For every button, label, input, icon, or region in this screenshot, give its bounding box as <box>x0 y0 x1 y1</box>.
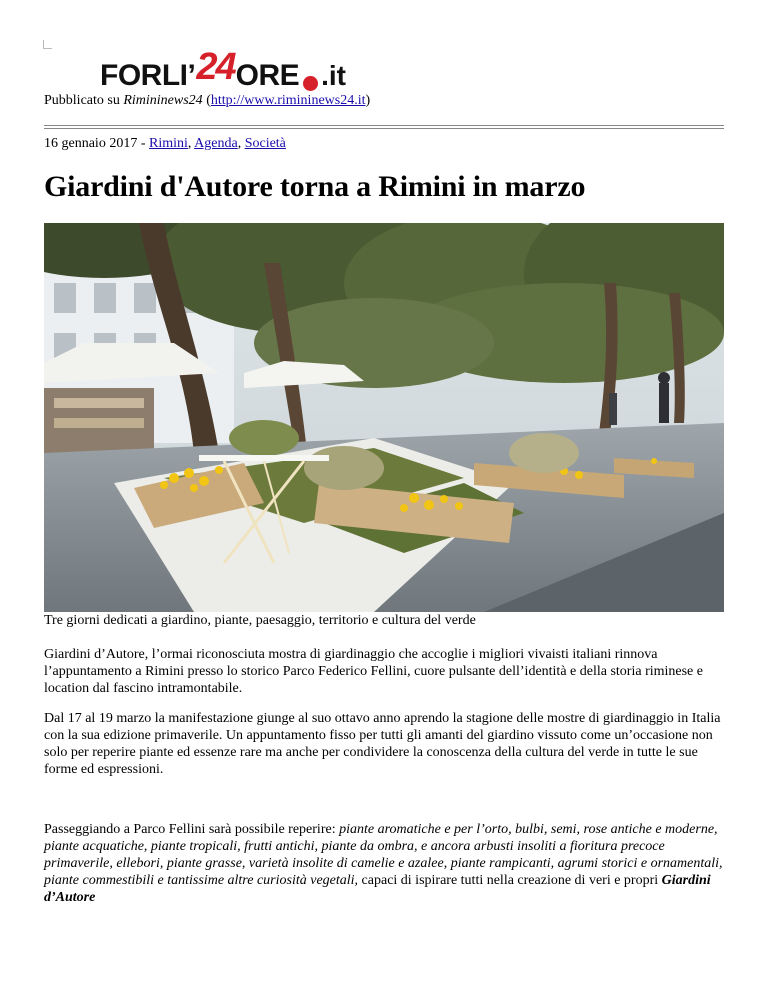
published-url-link[interactable]: http://www.rimininews24.it <box>210 93 366 108</box>
paragraph-3-lead: Passeggiando a Parco Fellini sarà possibile reperire: <box>44 822 340 837</box>
corner-mark <box>43 40 52 49</box>
paragraph-3-emphasis: Giardini d’Autore <box>44 873 711 905</box>
published-close: ) <box>365 93 371 108</box>
category-link-agenda[interactable]: Agenda <box>194 136 238 151</box>
article-paragraph-3 <box>44 821 734 906</box>
category-link-rimini[interactable]: Rimini <box>149 136 188 151</box>
logo-text-forli: FORLI’ <box>100 59 196 92</box>
photo-caption: Tre giorni dedicati a giardino, piante, paesaggio, territorio e cultura del verde <box>44 613 476 628</box>
published-open: ( <box>202 93 211 108</box>
meta-separator: - <box>137 136 149 151</box>
divider-top <box>44 125 724 126</box>
published-prefix: Pubblicato su <box>44 93 124 108</box>
divider-bottom <box>44 128 724 129</box>
logo-dot <box>303 76 318 91</box>
logo-text-tld: .it <box>321 60 347 91</box>
article-meta: 16 gennaio 2017 - Rimini, Agenda, Società <box>44 136 286 151</box>
paragraph-3-tail: capaci di ispirare tutti nella creazione di veri e propri <box>358 873 662 888</box>
published-site: Rimininews24 <box>123 93 203 108</box>
logo-text-ore: ORE <box>235 59 300 92</box>
article-date: 16 gennaio 2017 <box>44 136 138 151</box>
site-logo[interactable] <box>100 44 346 92</box>
category-link-societa[interactable]: Società <box>244 136 286 151</box>
logo-text-24: 24 <box>196 46 235 88</box>
article-paragraph-1: Giardini d’Autore, l’ormai riconosciuta mostra di giardinaggio che accoglie i migliori vivaisti italiani rinnova l’appuntamento a Rimini presso lo storico Parco Federico Fellini, cuore pulsante dell’identità e della storia riminese e location dal fascino intramontabile. <box>44 647 703 696</box>
article-title: Giardini d'Autore torna a Rimini in marzo <box>44 170 586 203</box>
article-paragraph-2: Dal 17 al 19 marzo la manifestazione giunge al suo ottavo anno aprendo la stagione delle mostre di giardinaggio in Italia con la sua edizione primaverile. Un appuntamento fisso per tutti gli amanti del giardino vissuto come un’occasione non solo per reperire piante ed essenze rare ma anche per condividere la conoscenza della cultura del verde in tutte le sue forme ed espressioni. <box>44 711 721 777</box>
article-photo <box>44 223 724 612</box>
paragraph-3-plant-list: piante aromatiche e per l’orto, bulbi, semi, rose antiche e moderne, piante acquatiche, piante tropicali, frutti antichi, piante da ombra, e ancora arbusti insoliti a fioritura precoce primaverile, ellebori, piante grasse, varietà insolite di camelie e azalee, piante rampicanti, agrumi storici e ornamentali, piante commestibili e tantissime altre curiosità vegetali, <box>44 822 723 888</box>
published-line <box>44 93 370 109</box>
